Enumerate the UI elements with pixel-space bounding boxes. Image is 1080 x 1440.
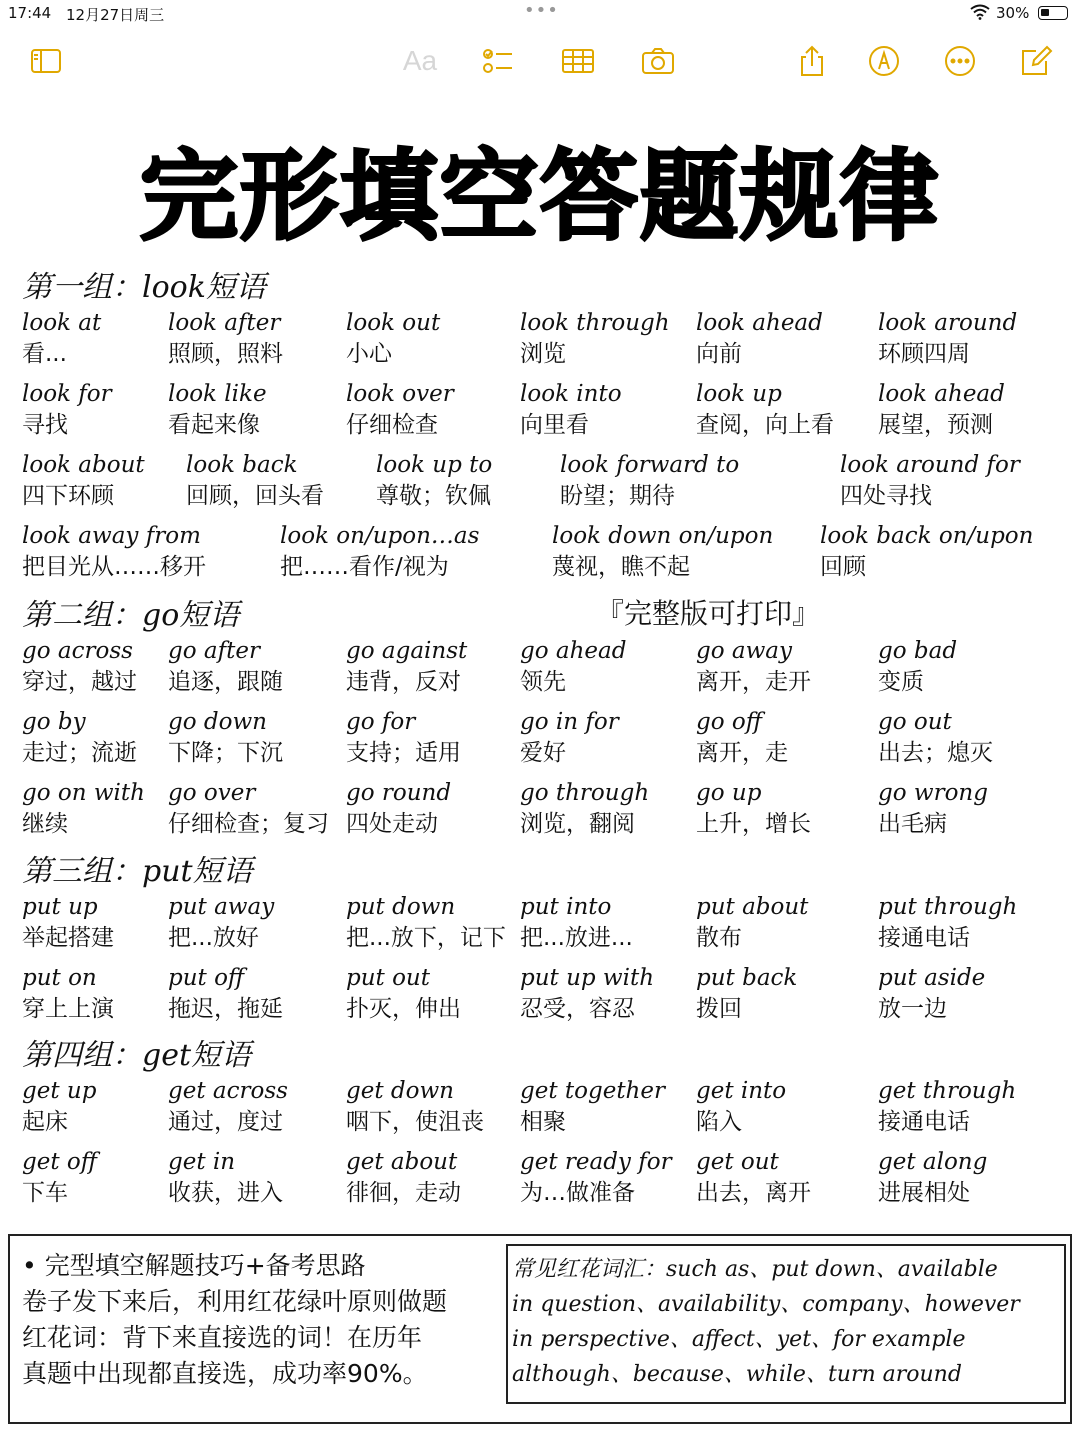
- phrase-chinese: 领先: [520, 669, 566, 695]
- phrase-cell: [520, 308, 695, 370]
- phrase-cell: [520, 892, 695, 954]
- group-header: 第三组：put短语: [22, 854, 253, 889]
- phrase-english: look at: [22, 310, 102, 336]
- notes-toolbar: [0, 36, 1080, 86]
- tips-heading: • 完型填空解题技巧+备考思路: [22, 1251, 366, 1280]
- phrase-chinese: 仔细检查: [346, 412, 438, 438]
- phrase-cell: [186, 450, 361, 512]
- phrase-cell: [376, 450, 551, 512]
- phrase-english: put off: [168, 965, 245, 991]
- phrase-cell: [520, 963, 695, 1025]
- battery-icon: [1038, 6, 1068, 20]
- phrase-chinese: 拖迟，拖延: [168, 996, 283, 1022]
- phrase-chinese: 起床: [22, 1109, 68, 1135]
- phrase-chinese: 把...放好: [168, 925, 259, 951]
- group-header: 第二组：go短语: [22, 598, 240, 633]
- phrase-cell: [520, 379, 695, 441]
- phrase-cell: [168, 1076, 343, 1138]
- phrase-chinese: 为…做准备: [520, 1180, 635, 1206]
- multitasking-dots[interactable]: •••: [524, 0, 559, 21]
- phrase-cell: [696, 892, 871, 954]
- phrase-chinese: 上升，增长: [696, 811, 811, 837]
- phrase-chinese: 浏览，翻阅: [520, 811, 635, 837]
- phrase-chinese: 仔细检查；复习: [168, 811, 329, 837]
- phrase-cell: [346, 1076, 521, 1138]
- phrase-english: look forward to: [560, 452, 740, 478]
- phrase-chinese: 拨回: [696, 996, 742, 1022]
- phrase-chinese: 接通电话: [878, 925, 970, 951]
- phrase-chinese: 举起搭建: [22, 925, 114, 951]
- phrase-english: get together: [520, 1078, 665, 1104]
- phrase-chinese: 尊敬；钦佩: [376, 483, 491, 509]
- phrase-english: go up: [696, 780, 762, 806]
- phrase-cell: [346, 379, 521, 441]
- phrase-chinese: 照顾，照料: [168, 341, 283, 367]
- phrase-chinese: 出毛病: [878, 811, 947, 837]
- phrase-chinese: 四下环顾: [22, 483, 114, 509]
- phrase-english: look back on/upon: [820, 523, 1034, 549]
- phrase-english: look ahead: [696, 310, 823, 336]
- phrase-cell: [346, 778, 521, 840]
- phrase-english: look for: [22, 381, 112, 407]
- phrase-english: get in: [168, 1149, 236, 1175]
- phrase-chinese: 回顾: [820, 554, 866, 580]
- phrase-chinese: 支持；适用: [346, 740, 461, 766]
- more-icon[interactable]: [942, 44, 978, 78]
- phrase-english: go wrong: [878, 780, 988, 806]
- phrase-cell: [696, 636, 871, 698]
- red-flower-line: 常见红花词汇：such as、put down、available: [512, 1257, 998, 1282]
- phrase-cell: [878, 1147, 1053, 1209]
- phrase-chinese: 扑灭，伸出: [346, 996, 461, 1022]
- phrase-cell: [552, 521, 774, 583]
- phrase-english: go after: [168, 638, 260, 664]
- phrase-chinese: 徘徊，走动: [346, 1180, 461, 1206]
- phrase-english: get out: [696, 1149, 779, 1175]
- phrase-cell: [696, 1147, 871, 1209]
- phrase-cell: [696, 379, 871, 441]
- phrase-cell: [168, 707, 343, 769]
- phrase-english: go away: [696, 638, 792, 664]
- phrase-chinese: 出去；熄灭: [878, 740, 993, 766]
- phrase-cell: [346, 308, 521, 370]
- phrase-chinese: 穿上上演: [22, 996, 114, 1022]
- phrase-cell: [520, 707, 695, 769]
- phrase-english: look away from: [22, 523, 201, 549]
- phrase-english: look over: [346, 381, 454, 407]
- phrase-english: put down: [346, 894, 456, 920]
- phrase-english: go over: [168, 780, 256, 806]
- camera-icon[interactable]: [640, 44, 676, 78]
- phrase-english: look up: [696, 381, 782, 407]
- phrase-english: go bad: [878, 638, 958, 664]
- phrase-english: put away: [168, 894, 275, 920]
- phrase-cell: [346, 707, 521, 769]
- phrase-cell: [878, 308, 1053, 370]
- phrase-cell: [878, 379, 1053, 441]
- phrase-english: go against: [346, 638, 468, 664]
- phrase-english: get about: [346, 1149, 458, 1175]
- phrase-chinese: 通过，度过: [168, 1109, 283, 1135]
- tips-left: [22, 1248, 502, 1392]
- phrase-cell: [346, 1147, 521, 1209]
- phrase-chinese: 追逐，跟随: [168, 669, 283, 695]
- red-flower-line: in perspective、affect、yet、for example: [512, 1327, 966, 1352]
- tips-line: 卷子发下来后，利用红花绿叶原则做题: [22, 1287, 448, 1316]
- phrase-cell: [346, 963, 521, 1025]
- battery-percent: 30%: [996, 4, 1030, 22]
- phrase-english: get up: [22, 1078, 97, 1104]
- phrase-english: put through: [878, 894, 1018, 920]
- table-icon[interactable]: [560, 44, 596, 78]
- phrase-english: put on: [22, 965, 97, 991]
- phrase-cell: [168, 963, 343, 1025]
- phrase-chinese: 寻找: [22, 412, 68, 438]
- tips-line: 真题中出现都直接选，成功率90%。: [22, 1359, 428, 1388]
- phrase-cell: [696, 1076, 871, 1138]
- phrase-english: get ready for: [520, 1149, 672, 1175]
- phrase-cell: [696, 963, 871, 1025]
- phrase-chinese: 违背，反对: [346, 669, 461, 695]
- phrase-english: get into: [696, 1078, 787, 1104]
- phrase-english: get down: [346, 1078, 454, 1104]
- phrase-chinese: 穿过，越过: [22, 669, 137, 695]
- phrase-chinese: 忍受，容忍: [520, 996, 635, 1022]
- phrase-english: look after: [168, 310, 281, 336]
- group-header: 第一组：look短语: [22, 270, 266, 305]
- phrase-chinese: 把目光从……移开: [22, 554, 206, 580]
- phrase-chinese: 向前: [696, 341, 742, 367]
- phrase-chinese: 收获，进入: [168, 1180, 283, 1206]
- phrase-chinese: 展望，预测: [878, 412, 993, 438]
- phrase-chinese: 下降；下沉: [168, 740, 283, 766]
- share-icon[interactable]: [794, 44, 830, 78]
- phrase-cell: [520, 778, 695, 840]
- phrase-english: look around for: [840, 452, 1020, 478]
- phrase-chinese: 浏览: [520, 341, 566, 367]
- checklist-icon[interactable]: [480, 44, 516, 78]
- phrase-english: go for: [346, 709, 416, 735]
- phrase-chinese: 离开，走: [696, 740, 788, 766]
- phrase-english: go off: [696, 709, 763, 735]
- red-flower-words: [512, 1252, 1068, 1392]
- phrase-cell: [346, 892, 521, 954]
- red-flower-line: in question、availability、company、however: [512, 1292, 1020, 1317]
- phrase-cell: [840, 450, 1020, 512]
- phrase-chinese: 把……看作/视为: [280, 554, 449, 580]
- phrase-chinese: 接通电话: [878, 1109, 970, 1135]
- phrase-cell: [346, 636, 521, 698]
- group-header: 第四组：get短语: [22, 1038, 252, 1073]
- phrase-chinese: 离开，走开: [696, 669, 811, 695]
- phrase-english: go down: [168, 709, 267, 735]
- phrase-english: put up with: [520, 965, 655, 991]
- phrase-english: look around: [878, 310, 1018, 336]
- phrase-chinese: 看起来像: [168, 412, 260, 438]
- phrase-english: look out: [346, 310, 441, 336]
- phrase-english: put out: [346, 965, 430, 991]
- phrase-english: go in for: [520, 709, 619, 735]
- phrase-cell: [878, 636, 1053, 698]
- phrase-chinese: 进展相处: [878, 1180, 970, 1206]
- phrase-english: look ahead: [878, 381, 1005, 407]
- phrase-cell: [520, 1147, 695, 1209]
- phrase-english: go through: [520, 780, 650, 806]
- phrase-english: look like: [168, 381, 267, 407]
- phrase-cell: [280, 521, 480, 583]
- phrase-chinese: 四处寻找: [840, 483, 932, 509]
- phrase-english: go ahead: [520, 638, 627, 664]
- phrase-chinese: 爱好: [520, 740, 566, 766]
- phrase-english: put aside: [878, 965, 986, 991]
- phrase-cell: [878, 778, 1053, 840]
- phrase-english: look into: [520, 381, 622, 407]
- phrase-english: put about: [696, 894, 809, 920]
- phrase-chinese: 向里看: [520, 412, 589, 438]
- phrase-cell: [696, 707, 871, 769]
- format-button[interactable]: Aa: [402, 45, 438, 76]
- phrase-english: get along: [878, 1149, 988, 1175]
- phrase-cell: [520, 636, 695, 698]
- phrase-chinese: 下车: [22, 1180, 68, 1206]
- phrase-english: go round: [346, 780, 452, 806]
- phrase-cell: [520, 1076, 695, 1138]
- phrase-cell: [22, 521, 206, 583]
- status-date: 12月27日周三: [66, 6, 165, 24]
- phrase-cell: [22, 450, 197, 512]
- phrase-chinese: 查阅，向上看: [696, 412, 834, 438]
- phrase-cell: [168, 1147, 343, 1209]
- tips-line: 红花词：背下来直接选的词！在历年: [22, 1323, 423, 1352]
- sidebar-icon[interactable]: [28, 44, 64, 78]
- phrase-english: put into: [520, 894, 612, 920]
- phrase-english: go by: [22, 709, 86, 735]
- phrase-chinese: 走过；流逝: [22, 740, 137, 766]
- phrase-cell: [878, 892, 1053, 954]
- markup-pen-icon[interactable]: [866, 44, 902, 78]
- phrase-cell: [820, 521, 1034, 583]
- phrase-cell: [878, 707, 1053, 769]
- phrase-english: put back: [696, 965, 798, 991]
- phrase-cell: [168, 379, 343, 441]
- phrase-chinese: 陷入: [696, 1109, 742, 1135]
- phrase-chinese: 小心: [346, 341, 392, 367]
- phrase-english: go across: [22, 638, 133, 664]
- compose-icon[interactable]: [1018, 44, 1054, 78]
- phrase-english: go out: [878, 709, 952, 735]
- status-time: 17:44: [8, 4, 52, 22]
- phrase-chinese: 蔑视，瞧不起: [552, 554, 690, 580]
- phrase-english: put up: [22, 894, 98, 920]
- phrase-cell: [878, 963, 1053, 1025]
- red-flower-line: although、because、while、turn around: [512, 1362, 962, 1387]
- wifi-icon: [970, 4, 990, 20]
- phrase-english: get across: [168, 1078, 288, 1104]
- phrase-chinese: 四处走动: [346, 811, 438, 837]
- phrase-english: look on/upon…as: [280, 523, 480, 549]
- phrase-chinese: 放一边: [878, 996, 947, 1022]
- phrase-cell: [168, 892, 343, 954]
- phrase-english: look down on/upon: [552, 523, 774, 549]
- phrase-english: look back: [186, 452, 298, 478]
- phrase-chinese: 变质: [878, 669, 924, 695]
- phrase-chinese: 继续: [22, 811, 68, 837]
- phrase-chinese: 看...: [22, 341, 67, 367]
- phrase-cell: [878, 1076, 1053, 1138]
- phrase-chinese: 咽下，使沮丧: [346, 1109, 484, 1135]
- phrase-english: look up to: [376, 452, 493, 478]
- phrase-cell: [168, 636, 343, 698]
- phrase-english: get off: [22, 1149, 98, 1175]
- phrase-cell: [696, 308, 871, 370]
- phrase-cell: [696, 778, 871, 840]
- print-note: 『完整版可打印』: [596, 597, 821, 630]
- phrase-english: get through: [878, 1078, 1017, 1104]
- page-title: 完形填空答题规律: [139, 140, 940, 254]
- phrase-cell: [560, 450, 740, 512]
- phrase-chinese: 把...放下，记下: [346, 925, 506, 951]
- phrase-chinese: 把...放进...: [520, 925, 633, 951]
- phrase-cell: [168, 778, 343, 840]
- phrase-chinese: 散布: [696, 925, 742, 951]
- phrase-english: go on with: [22, 780, 145, 806]
- phrase-chinese: 出去，离开: [696, 1180, 811, 1206]
- status-bar: [0, 0, 1080, 28]
- phrase-chinese: 回顾，回头看: [186, 483, 324, 509]
- phrase-chinese: 盼望；期待: [560, 483, 675, 509]
- phrase-english: look about: [22, 452, 145, 478]
- phrase-chinese: 相聚: [520, 1109, 566, 1135]
- phrase-english: look through: [520, 310, 670, 336]
- phrase-chinese: 环顾四周: [878, 341, 970, 367]
- phrase-cell: [168, 308, 343, 370]
